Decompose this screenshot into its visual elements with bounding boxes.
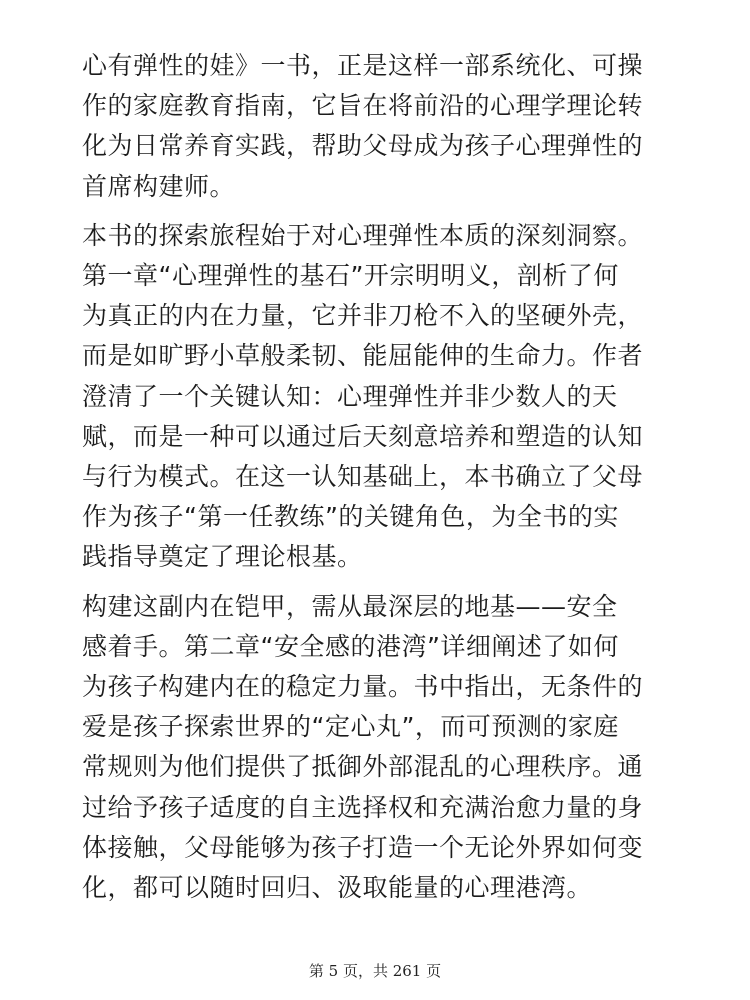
text-line: 体接触，父母能够为孩子打造一个无论外界如何变 [82, 832, 644, 862]
page-body [82, 46, 682, 917]
text-line: 常规则为他们提供了抵御外部混乱的心理秩序。通 [82, 752, 644, 782]
paragraph-1 [82, 46, 682, 207]
text-line: 作的家庭教育指南，它旨在将前沿的心理学理论转 [82, 91, 644, 121]
text-line: 心有弹性的娃》一书，正是这样一部系统化、可操 [82, 51, 644, 80]
text-line: 过给予孩子适度的自主选择权和充满治愈力量的身 [82, 792, 644, 822]
text-line: 与行为模式。在这一认知基础上，本书确立了父母 [82, 462, 644, 492]
text-line: 为孩子构建内在的稳定力量。书中指出，无条件的 [82, 672, 644, 702]
text-line: 作为孩子“第一任教练”的关键角色，为全书的实 [82, 502, 619, 532]
text-line: 爱是孩子探索世界的“定心丸”，而可预测的家庭 [82, 712, 619, 742]
paragraph-3 [82, 587, 682, 909]
text-line: 化，都可以随时回归、汲取能量的心理港湾。 [82, 873, 593, 903]
text-line: 本书的探索旅程始于对心理弹性本质的深刻洞察。 [82, 220, 644, 250]
text-line: 为真正的内在力量，它并非刀枪不入的坚硬外壳， [82, 301, 644, 331]
text-line: 赋，而是一种可以通过后天刻意培养和塑造的认知 [82, 421, 644, 451]
text-line: 第一章“心理弹性的基石”开宗明明义，剖析了何 [82, 261, 619, 291]
text-line: 化为日常养育实践，帮助父母成为孩子心理弹性的 [82, 131, 644, 161]
text-line: 澄清了一个关键认知：心理弹性并非少数人的天 [82, 381, 618, 411]
text-line: 首席构建师。 [82, 171, 236, 201]
text-line: 践指导奠定了理论根基。 [82, 542, 363, 572]
text-line: 感着手。第二章“安全感的港湾”详细阐述了如何 [82, 631, 619, 661]
page-number-footer: 第 5 页，共 261 页 [308, 962, 442, 980]
text-line: 构建这副内在铠甲，需从最深层的地基——安全 [82, 591, 618, 621]
text-line: 而是如旷野小草般柔韧、能屈能伸的生命力。作者 [82, 341, 644, 371]
paragraph-2 [82, 216, 682, 578]
